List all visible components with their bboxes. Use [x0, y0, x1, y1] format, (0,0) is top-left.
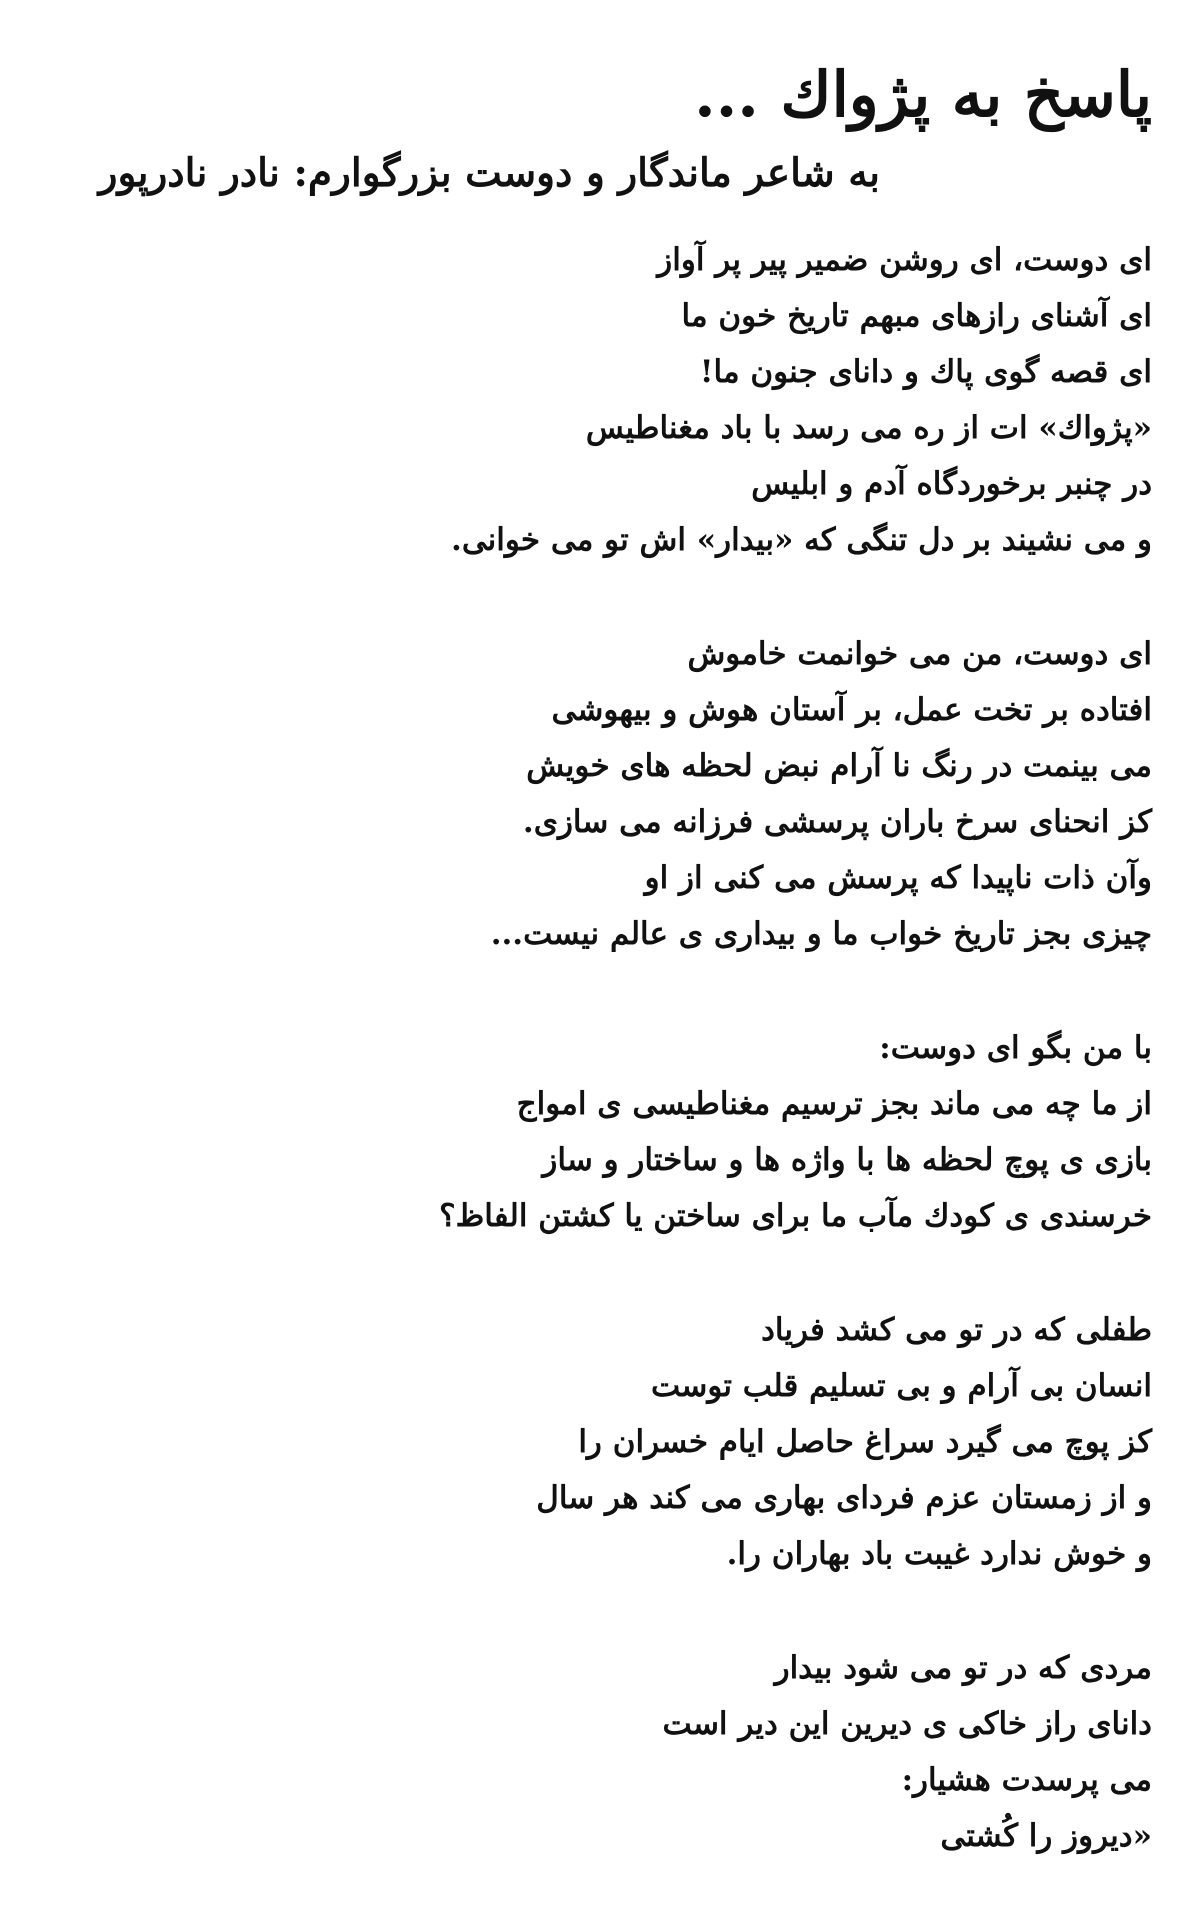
poem-line: «دیروز را کُشتی	[940, 1818, 1152, 1854]
poem-line: می بینمت در رنگ نا آرام نبض لحظه های خویش	[526, 748, 1152, 784]
poem-body	[52, 232, 1152, 1922]
poem-line: وآن ذات ناپیدا که پرسش می کنی از او	[644, 860, 1152, 896]
poem-line: ای آشنای رازهای مبهم تاریخ خون ما	[681, 298, 1152, 334]
stanza	[52, 1020, 1152, 1244]
poem-line: دانای راز خاکی ی دیرین این دیر است	[662, 1706, 1152, 1742]
poem-line: در چنبر برخوردگاه آدم و ابلیس	[751, 466, 1152, 502]
poem-line: ای قصه گوی پاك و دانای جنون ما!	[699, 354, 1152, 390]
poem-line: کز پوچ می گیرد سراغ حاصل ایام خسران را	[578, 1424, 1152, 1460]
poem-line: افتاده بر تخت عمل، بر آستان هوش و بیهوشی	[551, 692, 1152, 728]
poem-line: ای دوست، من می خوانمت خاموش	[687, 636, 1152, 672]
poem-line: از ما چه می ماند بجز ترسیم مغناطیسی ی امواج	[516, 1086, 1152, 1122]
stanza	[52, 1302, 1152, 1582]
stanza	[52, 626, 1152, 962]
poem-line: کز انحنای سرخ باران پرسشی فرزانه می سازی.	[522, 804, 1152, 840]
stanza	[52, 232, 1152, 568]
poem-line: انسان بی آرام و بی تسلیم قلب توست	[650, 1368, 1152, 1404]
poem-line: می پرسدت هشیار:	[901, 1762, 1152, 1798]
stanza	[52, 1640, 1152, 1864]
poem-line: ای دوست، ای روشن ضمیر پیر پر آواز	[657, 242, 1152, 278]
poem-line: مردی که در تو می شود بیدار	[774, 1650, 1152, 1686]
poem-line: طفلی که در تو می کشد فریاد	[761, 1312, 1152, 1348]
poem-line: و می نشیند بر دل تنگی که «بیدار» اش تو می خوانی.	[451, 522, 1152, 558]
poem-line: بازی ی پوچ لحظه ها با واژه ها و ساختار و ساز	[542, 1142, 1152, 1178]
poem-line: و خوش ندارد غیبت باد بهاران را.	[726, 1536, 1152, 1572]
poem-line: خرسندی ی کودك مآب ما برای ساختن یا کشتن الفاظ؟	[439, 1198, 1152, 1234]
poem-line: «پژواك» ات از ره می رسد با باد مغناطیس	[585, 410, 1152, 446]
poem-title: پاسخ به پژواك ...	[694, 58, 1152, 131]
poem-line: با من بگو ای دوست:	[879, 1030, 1152, 1066]
poem-line: و از زمستان عزم فردای بهاری می کند هر سال	[536, 1480, 1152, 1516]
poem-line: چیزی بجز تاریخ خواب ما و بیداری ی عالم نیست...	[490, 916, 1152, 952]
dedication-line: به شاعر ماندگار و دوست بزرگوارم: نادر نادرپور	[98, 150, 880, 196]
